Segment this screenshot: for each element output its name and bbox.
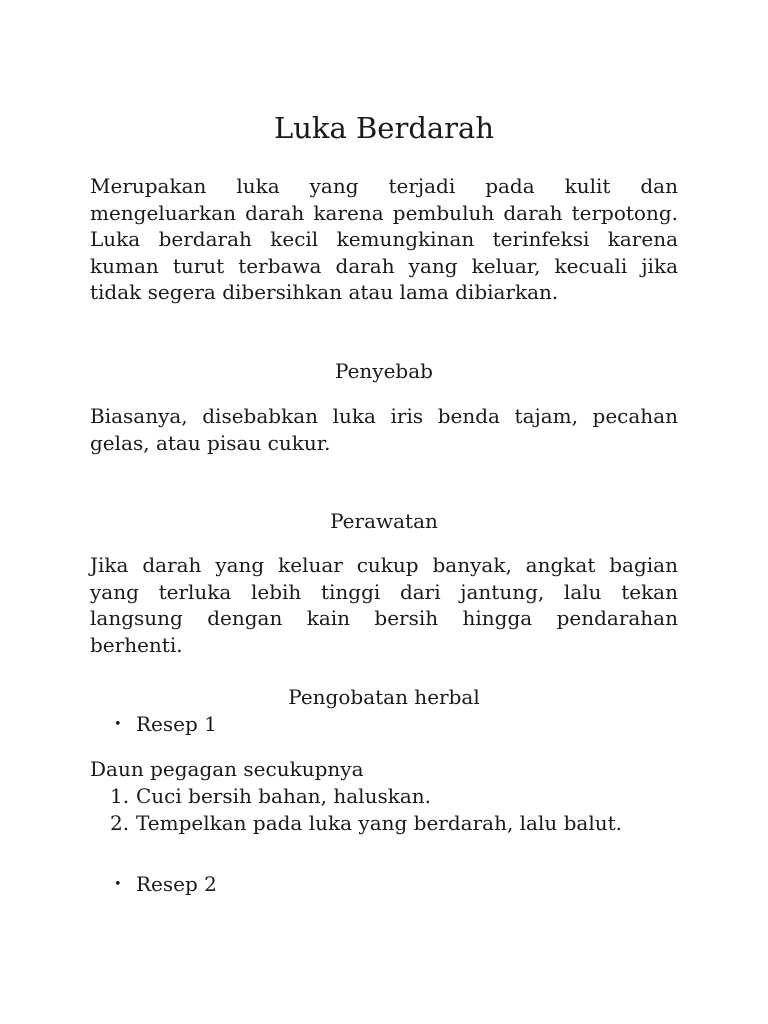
- list-item: [90, 871, 678, 898]
- step-number: 2.: [110, 811, 130, 835]
- list-item: [90, 810, 678, 837]
- recipe-list-1: [90, 711, 678, 738]
- section-body-perawatan: Jika darah yang keluar cukup banyak, angkat bagian yang terluka lebih tinggi dari jantung, lalu tekan langsung dengan kain bersih hingga pendarahan berhenti.: [90, 553, 678, 657]
- page-title: Luka Berdarah: [273, 111, 495, 145]
- bullet-icon: •: [114, 877, 122, 892]
- recipe-label: Resep 1: [136, 712, 217, 736]
- list-item: [90, 783, 678, 810]
- recipe-label: Resep 2: [136, 872, 217, 896]
- step-text: Cuci bersih bahan, haluskan.: [136, 784, 431, 808]
- step-number: 1.: [110, 784, 130, 808]
- bullet-icon: •: [114, 717, 122, 732]
- intro-paragraph: Merupakan luka yang terjadi pada kulit dan mengeluarkan darah karena pembuluh darah terpotong. Luka berdarah kecil kemungkinan terinfeksi karena kuman turut terbawa darah yang keluar, kecuali jika tidak segera dibersihkan atau lama dibiarkan.: [90, 174, 678, 304]
- section-heading-herbal: Pengobatan herbal: [288, 685, 480, 709]
- step-text: Tempelkan pada luka yang berdarah, lalu balut.: [136, 811, 623, 835]
- recipe-ingredient: Daun pegagan secukupnya: [90, 757, 364, 781]
- recipe-steps: [90, 783, 678, 837]
- recipe-list-2: [90, 871, 678, 898]
- section-heading-penyebab: Penyebab: [335, 359, 433, 383]
- list-item: [90, 711, 678, 738]
- section-heading-perawatan: Perawatan: [330, 509, 438, 533]
- section-body-penyebab: Biasanya, disebabkan luka iris benda tajam, pecahan gelas, atau pisau cukur.: [90, 404, 678, 455]
